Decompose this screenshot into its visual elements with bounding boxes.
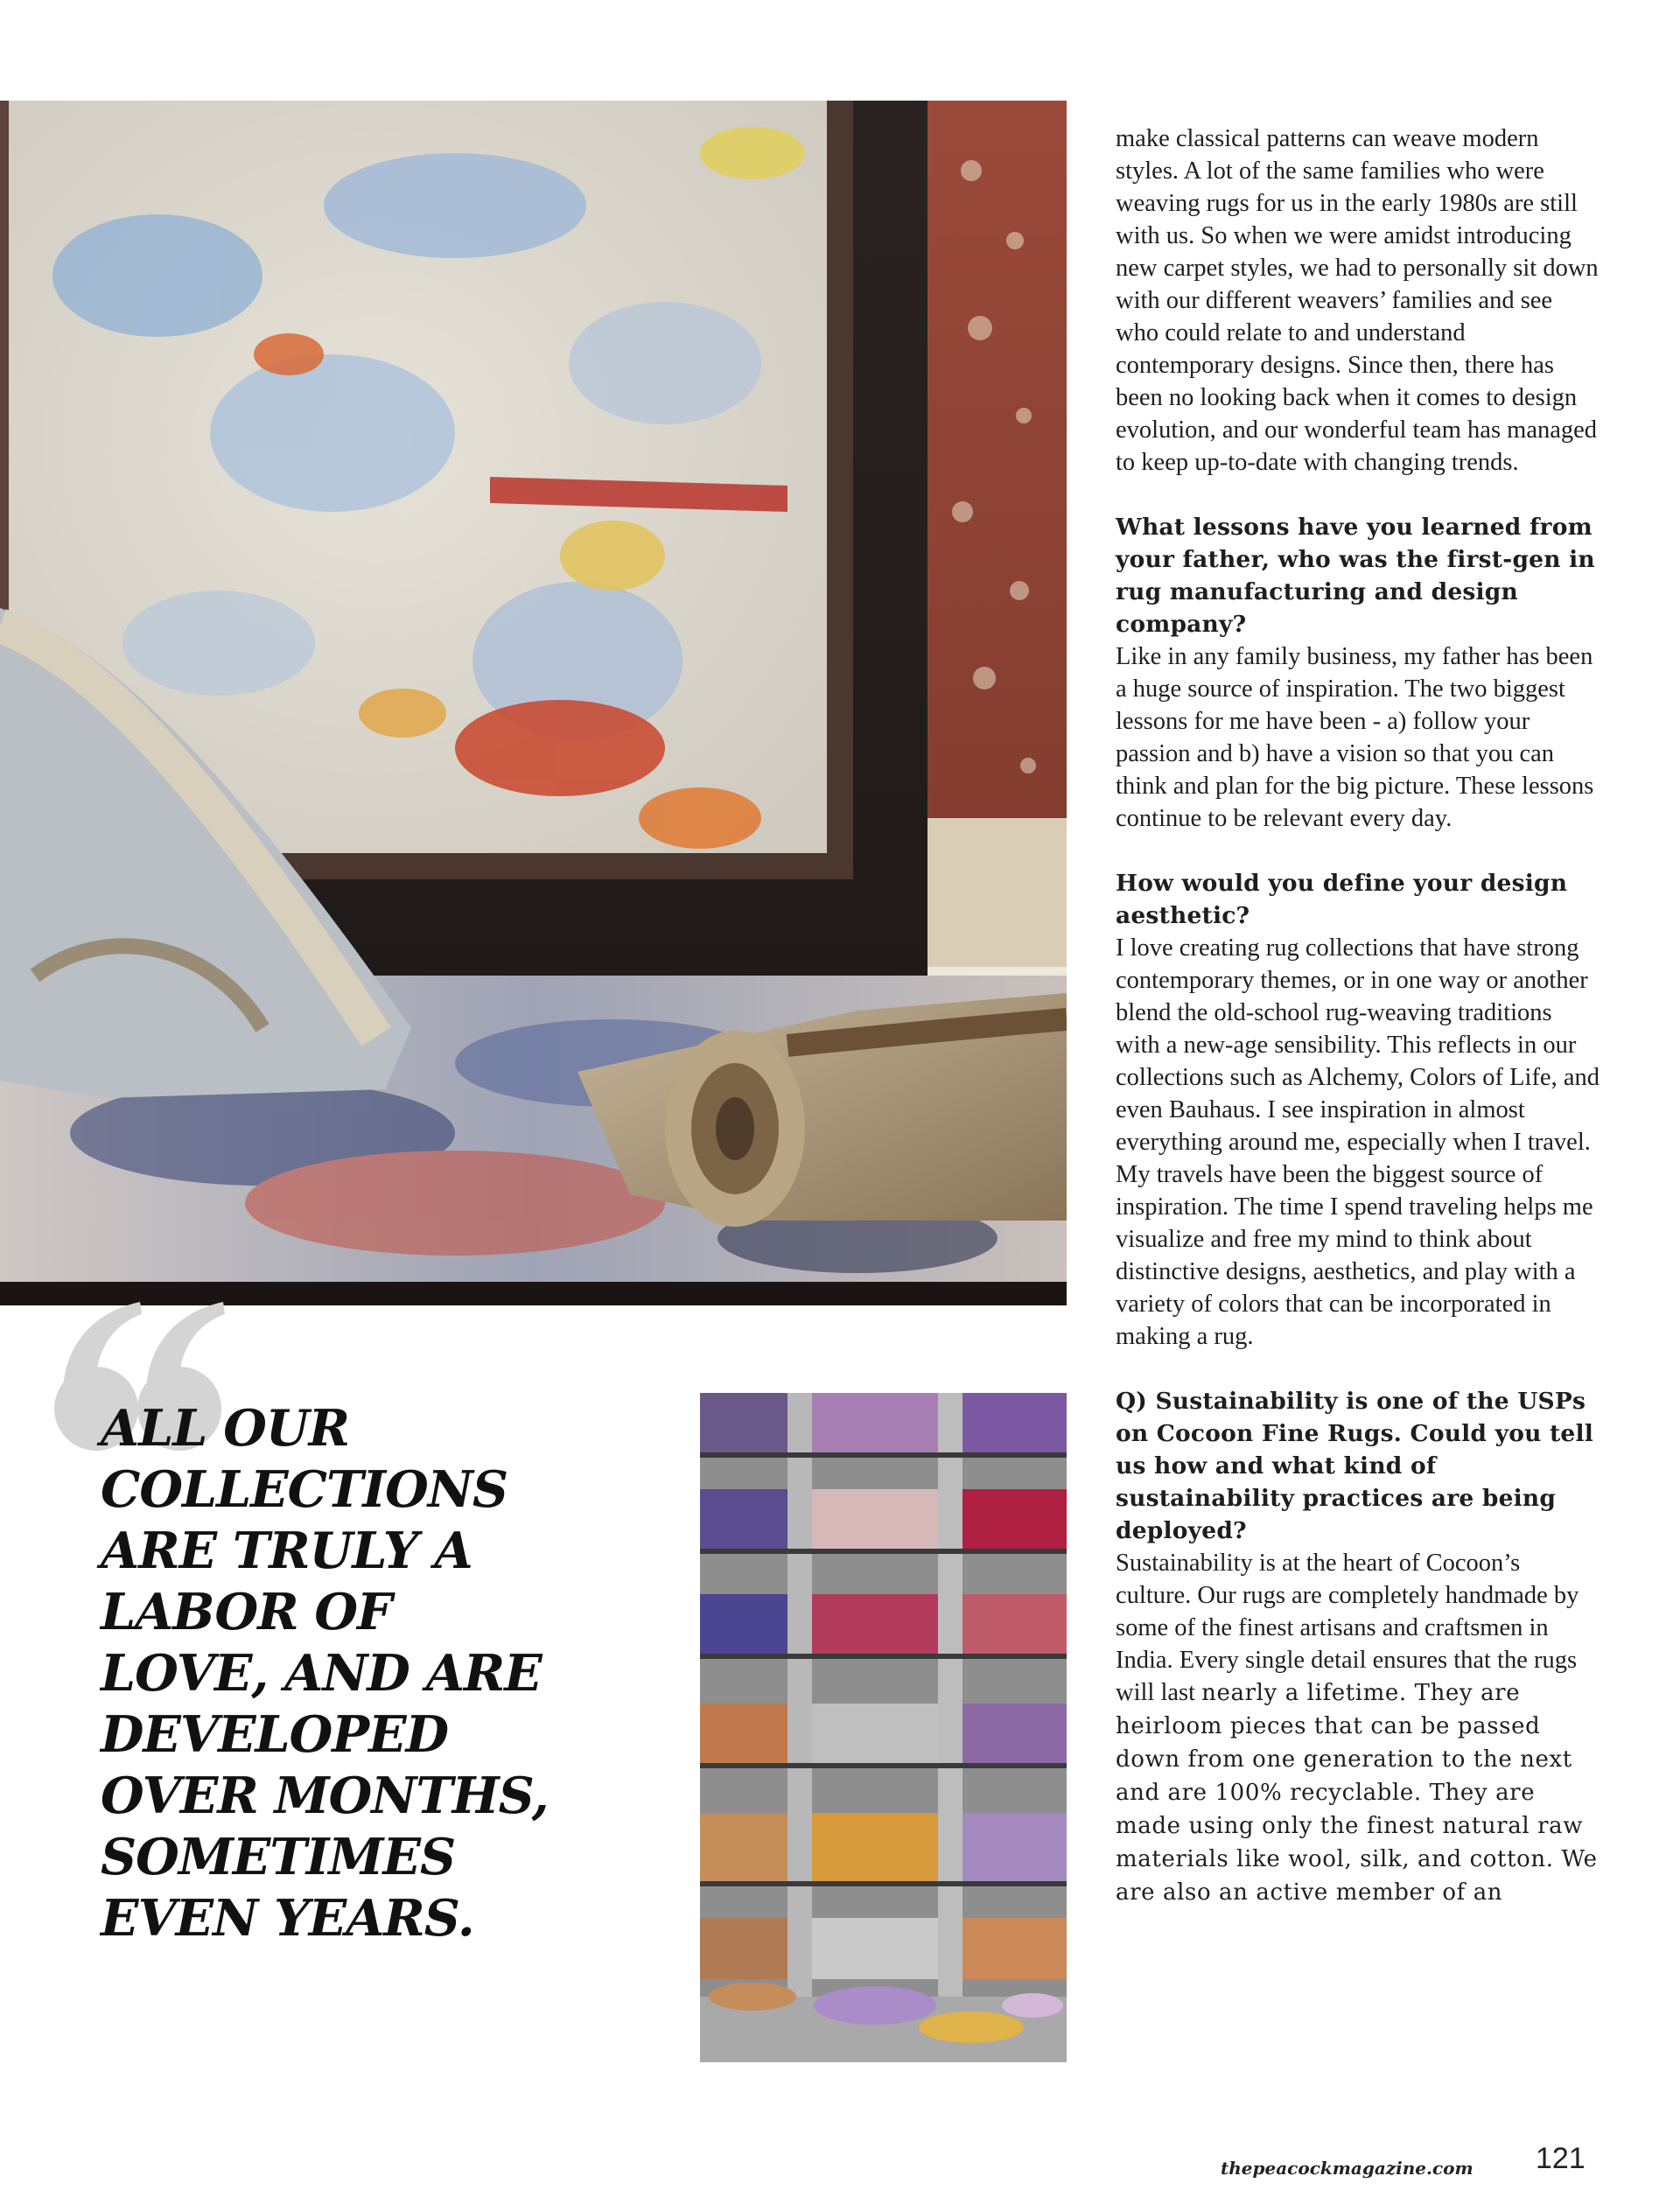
yarn-shelves-illustration [700,1393,1067,2062]
rug-showroom-illustration [0,101,1067,1305]
answer-3-part-1: Sustainability is at the heart of Cocoon’s culture. Our rugs are completely handmade by some of the finest artisans and craftsmen in India. Every single detail ensures that the rugs will last [1116,1550,1579,1706]
pull-quote: ALL OUR COLLECTIONS ARE TRULY A LABOR OF LOVE, AND ARE DEVELOPED OVER MONTHS, SOMETIMES EVEN YEARS. [101,1399,549,1948]
rug-showroom-photo [0,101,1067,1305]
article-qa-2 [1116,867,1601,1353]
question-3: Q) Sustainability is one of the USPs on Cocoon Fine Rugs. Could you tell us how and what kind of sustainability practices are being deployed? [1116,1388,1593,1544]
question-2: How would you define your design aesthetic? [1116,870,1568,929]
footer-website: thepeacockmagazine.com [1221,2158,1474,2179]
article-qa-3 [1116,1385,1601,1909]
answer-1: Like in any family business, my father has been a huge source of inspiration. The two biggest lessons for me have been - a) follow your passion and b) have a vision so that you can think and plan for the big picture. These lessons continue to be relevant every day. [1116,643,1594,832]
article-qa-1 [1116,511,1601,835]
article-paragraph-intro: make classical patterns can weave modern styles. A lot of the same families who were weaving rugs for us in the early 1980s are still with us. So when we were amidst introducing new carpet styles, we had to personally sit down with our different weavers’ families and see who could relate to and understand contemporary designs. Since then, there has been no looking back when it comes to design evolution, and our wonderful team has managed to keep up-to-date with changing trends. [1116,125,1599,476]
yarn-shelves-photo [700,1393,1067,2062]
answer-2: I love creating rug collections that have strong contemporary themes, or in one way or another blend the old-school rug-weaving traditions with a new-age sensibility. This reflects in our collections such as Alchemy, Colors of Life, and even Bauhaus. I see inspiration in almost everything around me, especially when I travel. My travels have been the biggest source of inspiration. The time I spend traveling helps me visualize and free my mind to think about distinctive designs, aesthetics, and play with a variety of colors that can be incorporated in making a rug. [1116,934,1600,1350]
question-1: What lessons have you learned from your father, who was the first-gen in rug manufacturing and design company? [1116,514,1595,638]
article-column [1116,122,1601,1942]
page-number: 121 [1536,2142,1586,2175]
answer-3-part-2: nearly a lifetime. They are heirloom pieces that can be passed down from one generation to the next and are 100% recyclable. They are made using only the finest natural raw materials like wool, silk, and cotton. We are also an active member of an [1116,1680,1598,1906]
